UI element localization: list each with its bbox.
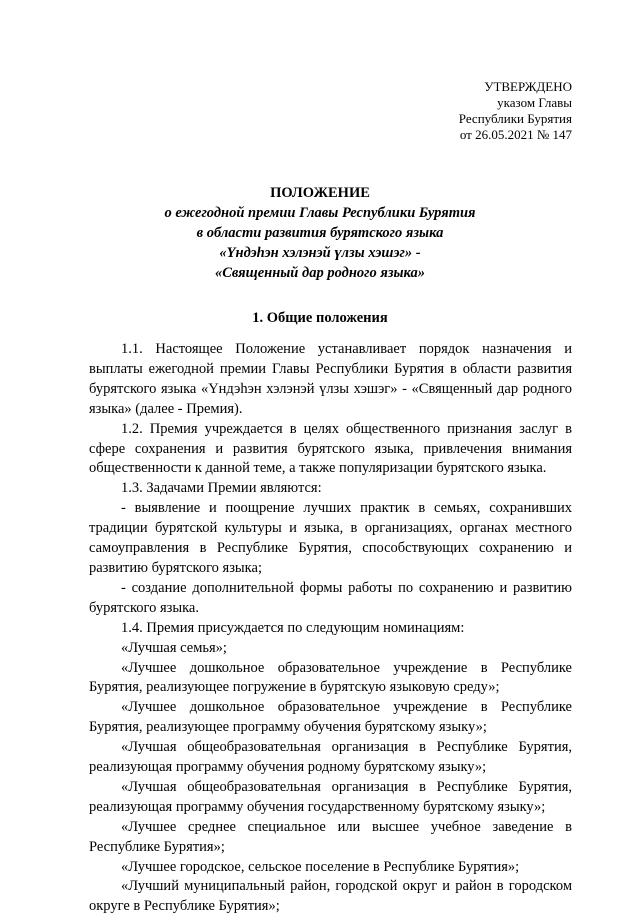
- title-line: «Священный дар родного языка»: [214, 265, 426, 281]
- title-line: «Үндэһэн хэлэнэй үлзы хэшэг» -: [219, 245, 421, 261]
- title-line: о ежегодной премии Главы Республики Бурятия: [164, 205, 476, 221]
- paragraph: «Лучший муниципальный район, городской округ и район в городском округе в Республике Бурятия»;: [89, 878, 572, 915]
- paragraph: «Лучшее дошкольное образовательное учреждение в Республике Бурятия, реализующее программу обучения бурятскому языку»;: [89, 699, 572, 736]
- paragraph: «Лучшая семья»;: [121, 639, 227, 656]
- title-heading: ПОЛОЖЕНИЕ: [270, 185, 370, 201]
- approval-line: УТВЕРЖДЕНО: [484, 79, 572, 94]
- section-heading: 1. Общие положения: [252, 310, 388, 326]
- approval-stamp: [459, 79, 572, 143]
- paragraph: «Лучшая общеобразовательная организация в Республике Бурятия, реализующая программу обучения родному бурятскому языку»;: [89, 739, 572, 776]
- paragraph: «Лучшее городское, сельское поселение в Республике Бурятия»;: [121, 858, 520, 875]
- paragraph: - создание дополнительной формы работы по сохранению и развитию бурятского языка.: [89, 579, 572, 616]
- paragraph: «Лучшее дошкольное образовательное учреждение в Республике Бурятия, реализующее погружение в бурятскую языковую среду»;: [89, 659, 572, 696]
- approval-line: Республики Бурятия: [458, 111, 572, 126]
- document-title: [0, 183, 640, 283]
- approval-line: указом Главы: [497, 95, 572, 110]
- paragraph: 1.1. Настоящее Положение устанавливает порядок назначения и выплаты ежегодной премии Главы Республики Бурятия в области развития бурятского языка «Үндэһэн хэлэнэй үлзы хэшэг» - «Священный дар родного языка» (далее - Премия).: [89, 341, 572, 417]
- paragraph: 1.3. Задачами Премии являются:: [121, 480, 322, 497]
- paragraph: 1.2. Премия учреждается в целях общественного признания заслуг в сфере сохранения и развития бурятского языка, привлечения внимания общественности к данной теме, а также популяризации бурятского языка.: [89, 420, 572, 477]
- paragraph: «Лучшая общеобразовательная организация в Республике Бурятия, реализующая программу обучения государственному бурятскому языку»;: [89, 778, 572, 815]
- paragraph: - выявление и поощрение лучших практик в семьях, сохранивших традиции бурятской культуры и языка, в организациях, органах местного самоуправления в Республике Бурятия, способствующих сохранению и развитию бурятского языка;: [89, 500, 572, 576]
- approval-line: от 26.05.2021 № 147: [459, 127, 572, 142]
- paragraph: 1.4. Премия присуждается по следующим номинациям:: [121, 619, 465, 636]
- paragraph: «Лучшее среднее специальное или высшее учебное заведение в Республике Бурятия»;: [89, 818, 572, 855]
- document-body: [89, 340, 572, 917]
- title-line: в области развития бурятского языка: [196, 225, 444, 241]
